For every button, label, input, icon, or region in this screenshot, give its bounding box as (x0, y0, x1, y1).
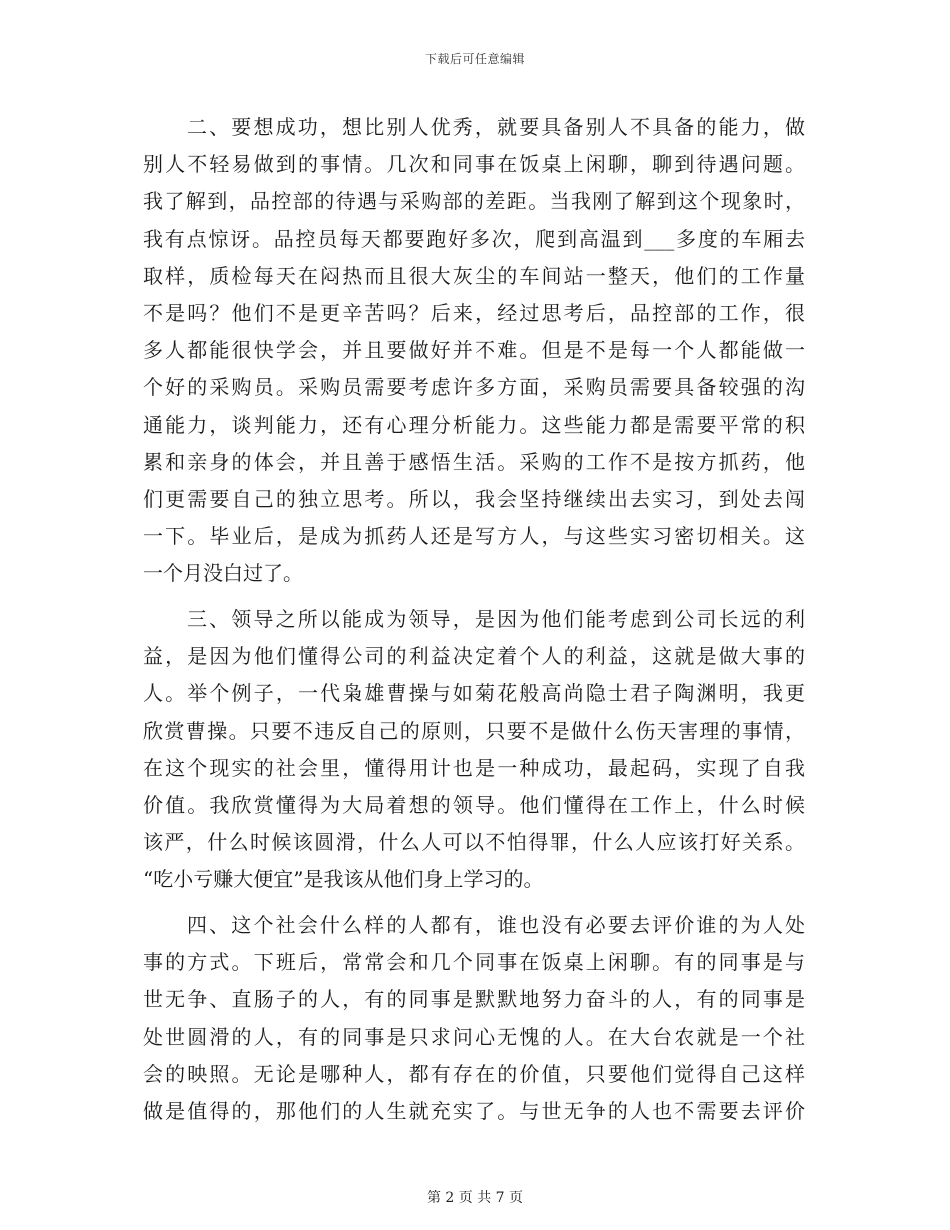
text-line: 多人都能很快学会，并且要做好并不难。但是不是每一个人都能做一 (143, 338, 805, 363)
text-line: 做是值得的，那他们的人生就充实了。与世无争的人也不需要去评价 (143, 1098, 805, 1123)
text-line: 价值。我欣赏懂得为大局着想的领导。他们懂得在工作上，什么时候 (143, 792, 805, 817)
paragraph-gap (143, 592, 805, 601)
text-line: 事的方式。下班后，常常会和几个同事在饭桌上闲聊。有的同事是与 (143, 950, 805, 975)
paragraph-gap (143, 898, 805, 907)
text-line: 个好的采购员。采购员需要考虑许多方面，采购员需要具备较强的沟 (143, 375, 805, 400)
paragraph-4 (143, 907, 805, 1130)
text-line: 别人不轻易做到的事情。几次和同事在饭桌上闲聊，聊到待遇问题。 (143, 152, 805, 177)
text-line: 不是吗？他们不是更辛苦吗？后来，经过思考后，品控部的工作，很 (143, 300, 805, 325)
text-line: 人。举个例子，一代枭雄曹操与如菊花般高尚隐士君子陶渊明，我更 (143, 681, 805, 706)
document-body (143, 109, 805, 1130)
text-line: 三、领导之所以能成为领导，是因为他们能考虑到公司长远的利 (187, 606, 805, 631)
text-line: 我了解到，品控部的待遇与采购部的差距。当我刚了解到这个现象时， (143, 189, 805, 214)
text-line: “吃小亏赚大便宜”是我该从他们身上学习的。 (143, 867, 544, 892)
text-line: 世无争、直肠子的人，有的同事是默默地努力奋斗的人，有的同事是 (143, 987, 805, 1012)
text-line: 欣赏曹操。只要不违反自己的原则，只要不是做什么伤天害理的事情， (143, 718, 805, 743)
paragraph-2 (143, 109, 805, 592)
page-header: 下载后可任意编辑 (424, 52, 525, 66)
text-line: 一个月没白过了。 (143, 561, 303, 586)
text-line: 会的映照。无论是哪种人，都有存在的价值，只要他们觉得自己这样 (143, 1061, 805, 1086)
text-line: 通能力，谈判能力，还有心理分析能力。这些能力都是需要平常的积 (143, 412, 805, 437)
text-line: 一下。毕业后，是成为抓药人还是写方人，与这些实习密切相关。这 (143, 524, 805, 549)
page-number-footer: 第 2 页 共 7 页 (426, 1190, 524, 1206)
text-line: 益，是因为他们懂得公司的利益决定着个人的利益，这就是做大事的 (143, 644, 805, 669)
text-line: 该严，什么时候该圆滑，什么人可以不怕得罪，什么人应该打好关系。 (143, 830, 805, 855)
text-line: 取样，质检每天在闷热而且很大灰尘的车间站一整天，他们的工作量 (143, 263, 805, 288)
text-line: 们更需要自己的独立思考。所以，我会坚持继续出去实习，到处去闯 (143, 486, 805, 511)
text-line: 我有点惊讶。品控员每天都要跑好多次，爬到高温到___多度的车厢去 (143, 226, 805, 251)
text-line: 二、要想成功，想比别人优秀，就要具备别人不具备的能力，做 (187, 115, 805, 139)
text-line: 累和亲身的体会，并且善于感悟生活。采购的工作不是按方抓药，他 (143, 449, 805, 474)
text-line: 在这个现实的社会里，懂得用计也是一种成功，最起码，实现了自我 (143, 755, 805, 780)
text-line: 四、这个社会什么样的人都有，谁也没有必要去评价谁的为人处 (187, 912, 805, 937)
text-line: 处世圆滑的人，有的同事是只求问心无愧的人。在大台农就是一个社 (143, 1024, 805, 1049)
paragraph-3 (143, 601, 805, 899)
